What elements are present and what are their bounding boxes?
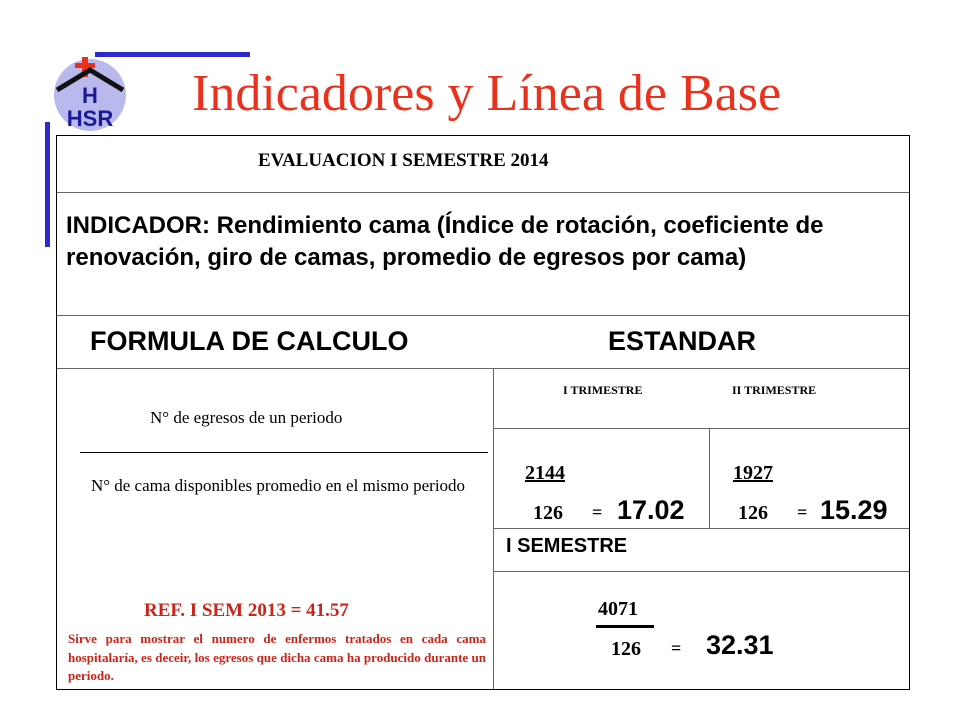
indicator-description: Sirve para mostrar el numero de enfermos tratados en cada cama hospitalaría, es deceir, los egresos que dicha cama ha producido durante un periodo.: [68, 631, 486, 683]
row-divider: [57, 368, 909, 369]
reference-value: REF. I SEM 2013 = 41.57: [144, 600, 349, 621]
row-divider: [57, 192, 909, 193]
evaluation-header: EVALUACION I SEMESTRE 2014: [258, 150, 549, 171]
standard-header: ESTANDAR: [608, 326, 756, 356]
formula-denominator: N° de cama disponibles promedio en el mismo periodo: [90, 476, 466, 495]
quarter-2-denominator: 126: [738, 502, 768, 524]
svg-text:H: H: [82, 83, 98, 108]
row-divider: [493, 528, 909, 529]
quarter-1-numerator: 2144: [525, 462, 565, 484]
semester-fraction-line: [596, 625, 654, 628]
quarter-2-equals: =: [797, 502, 808, 522]
semester-denominator: 126: [611, 638, 641, 660]
semester-result: 32.31: [706, 630, 774, 660]
quarter-2-result: 15.29: [820, 495, 888, 525]
formula-header: FORMULA DE CALCULO: [90, 326, 409, 356]
hsr-logo: [45, 50, 135, 140]
page-title: Indicadores y Línea de Base: [192, 65, 782, 122]
logo-text: HSR: [66, 106, 114, 131]
semester-equals: =: [671, 638, 682, 658]
quarter-1-result: 17.02: [617, 495, 685, 525]
semester-numerator: 4071: [598, 598, 638, 620]
quarter-2-label: II TRIMESTRE: [732, 383, 817, 397]
column-divider: [709, 428, 710, 528]
row-divider: [493, 428, 909, 429]
quarter-1-equals: =: [592, 502, 603, 522]
row-divider: [57, 315, 909, 316]
indicator-text: INDICADOR: Rendimiento cama (Índice de rotación, coeficiente de renovación, giro de camas, promedio de egresos por cama): [66, 212, 824, 271]
quarter-2-numerator: 1927: [733, 462, 773, 484]
decor-line-left: [45, 122, 50, 247]
formula-numerator: N° de egresos de un periodo: [150, 408, 343, 427]
quarter-1-label: I TRIMESTRE: [563, 383, 643, 397]
semester-label: I SEMESTRE: [506, 535, 628, 557]
row-divider: [493, 571, 909, 572]
quarter-1-denominator: 126: [533, 502, 563, 524]
column-divider: [493, 368, 494, 689]
formula-fraction-line: [80, 452, 488, 453]
